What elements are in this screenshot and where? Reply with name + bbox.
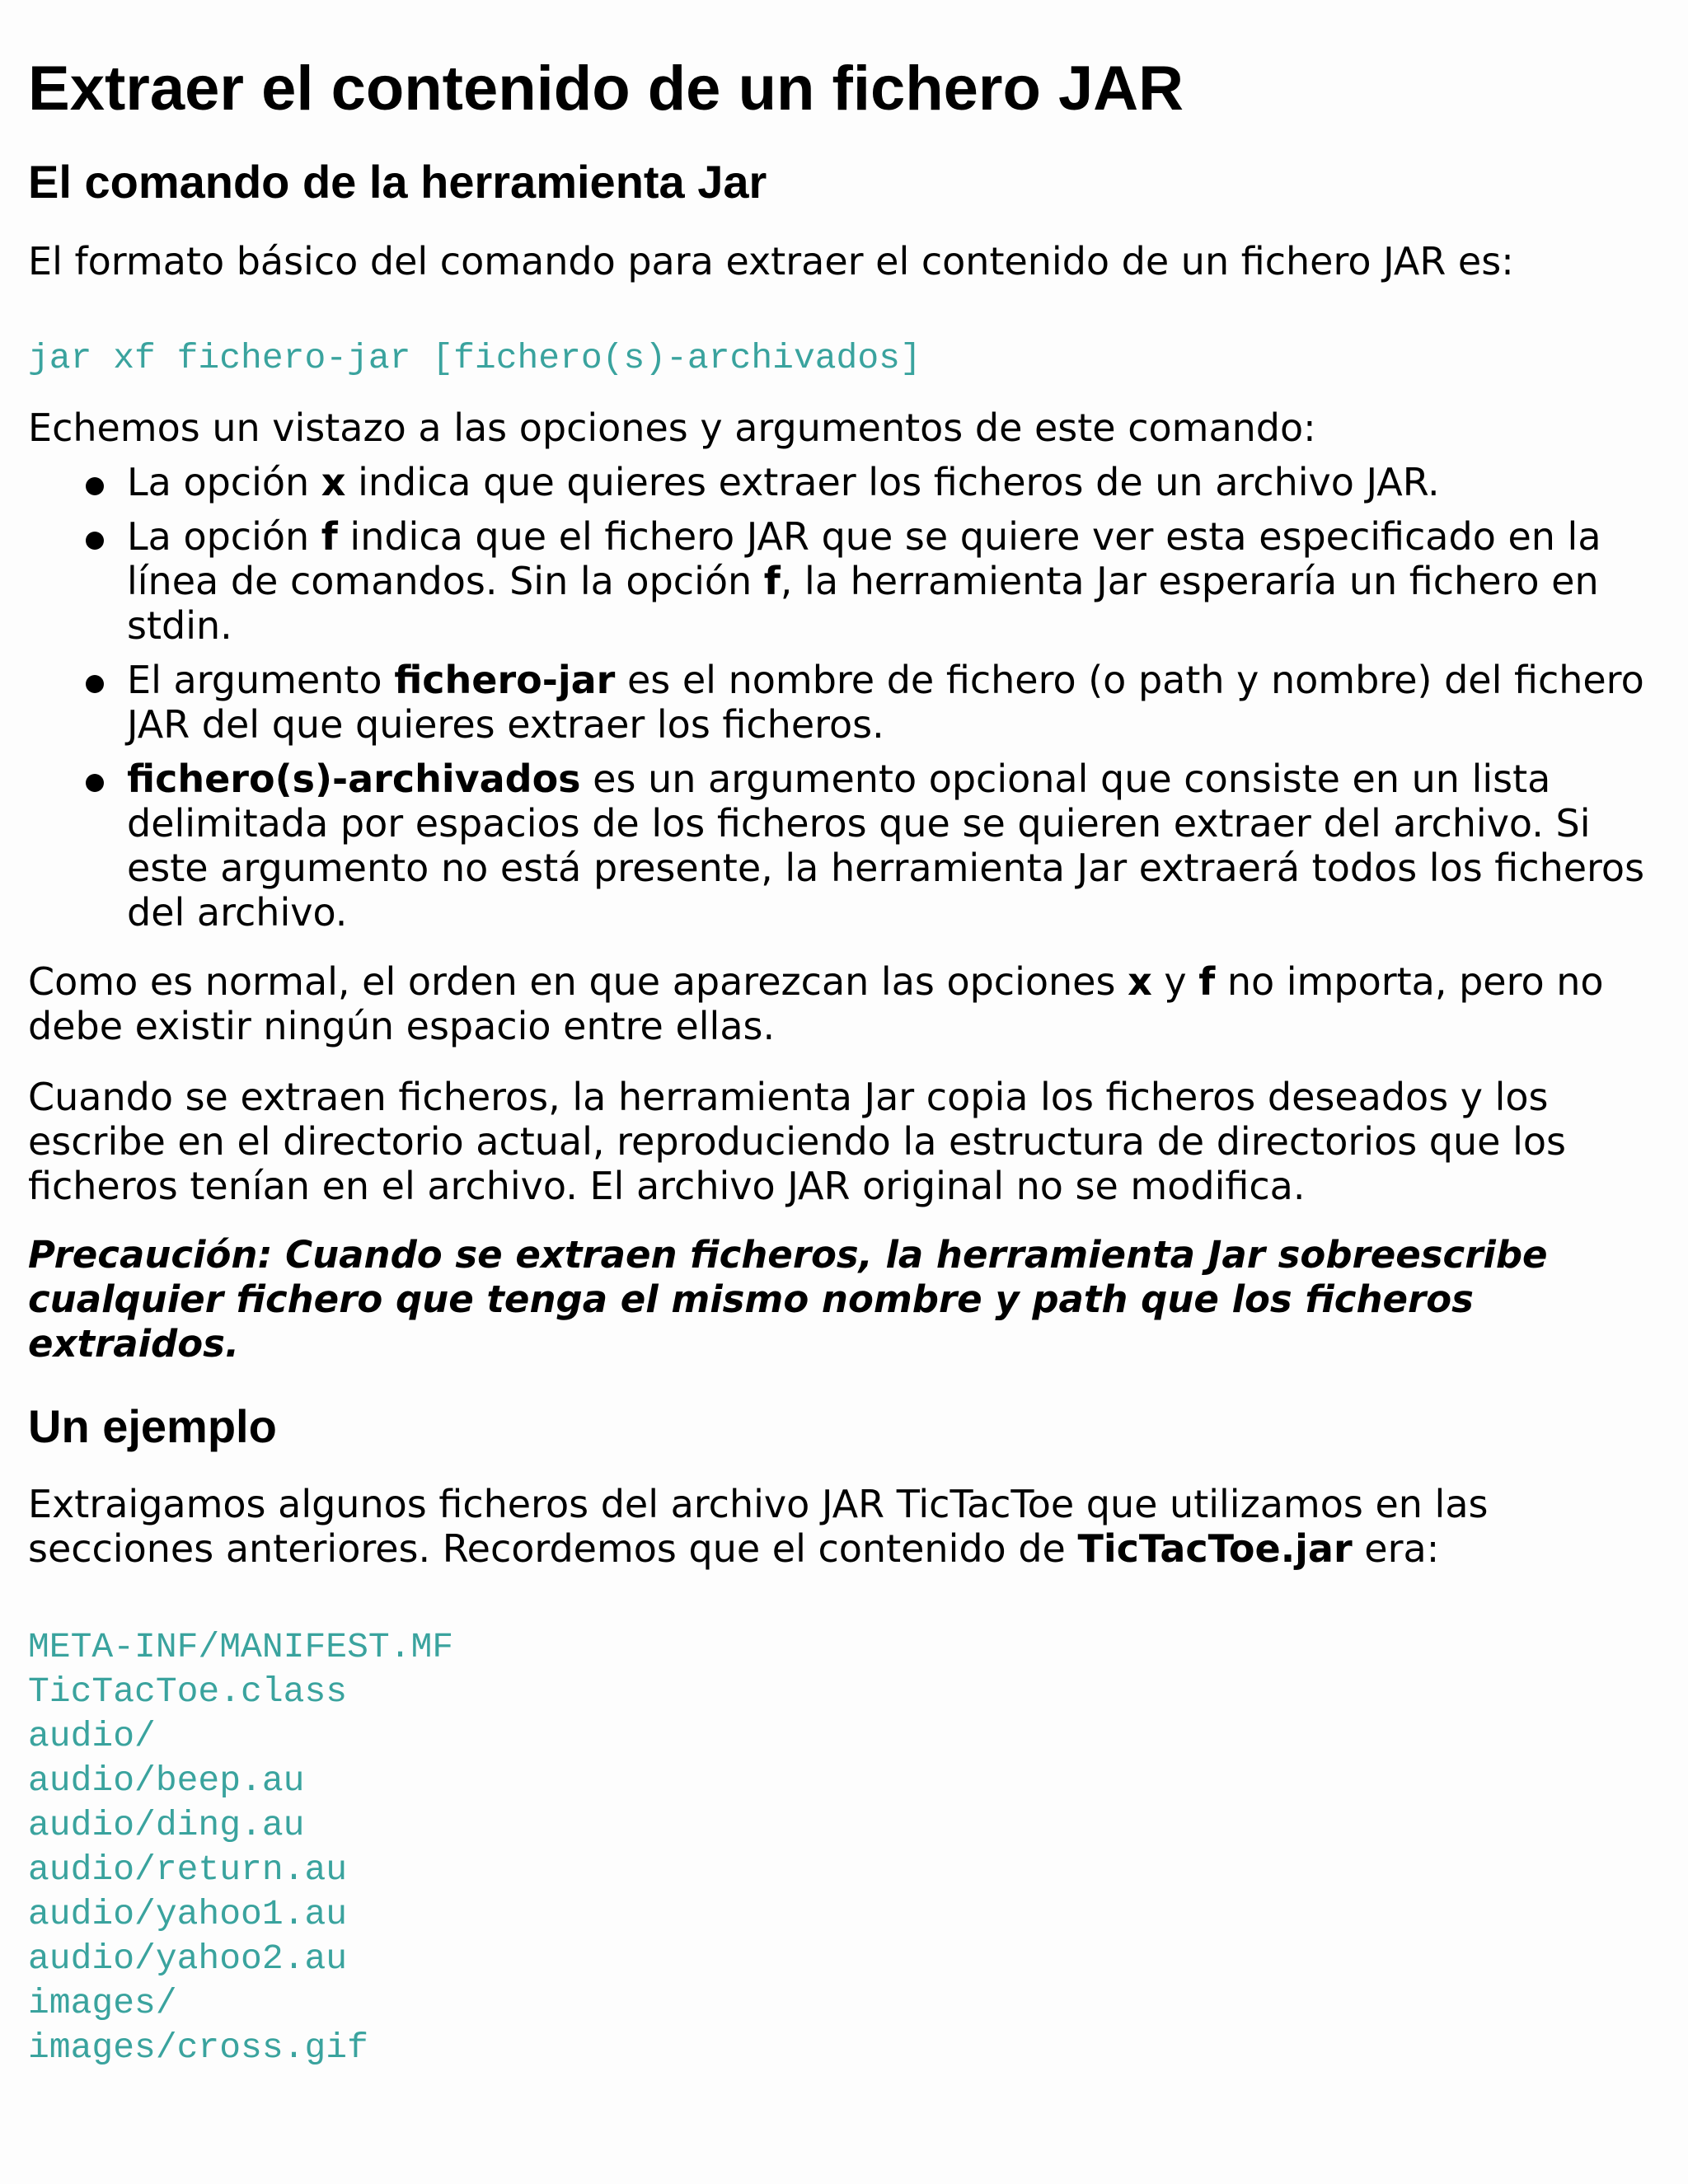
file-entry: images/ bbox=[28, 1983, 177, 2023]
options-intro: Echemos un vistazo a las opciones y argumentos de este comando: bbox=[28, 405, 1316, 450]
file-entry: audio/beep.au bbox=[28, 1760, 305, 1801]
file-entry: audio/return.au bbox=[28, 1849, 348, 1890]
file-entry: audio/ding.au bbox=[28, 1805, 305, 1845]
command-code: jar xf fichero-jar [fichero(s)-archivados] bbox=[28, 338, 921, 378]
option-item-fichero-jar: El argumento fichero-jar es el nombre de fichero (o path y nombre) del fichero JAR del que quieres extraer los ficheros. bbox=[28, 658, 1660, 747]
page-title: Extraer el contenido de un fichero JAR bbox=[28, 54, 1184, 124]
bullet-icon bbox=[86, 532, 104, 550]
bullet-icon bbox=[86, 477, 104, 495]
option-item-ficheros-archivados: fichero(s)-archivados es un argumento opcional que consiste en un lista delimitada por espacios de los ficheros que se quieren extraer del archivo. Si este argumento no está presente, la herramienta Jar extraerá todos los ficheros del archivo. bbox=[28, 757, 1660, 935]
file-entry: TicTacToe.class bbox=[28, 1671, 348, 1712]
jar-contents-list bbox=[28, 1625, 1660, 2070]
file-entry: audio/yahoo1.au bbox=[28, 1894, 348, 1934]
bullet-icon bbox=[86, 774, 104, 792]
file-entry: audio/yahoo2.au bbox=[28, 1938, 348, 1979]
bullet-icon bbox=[86, 675, 104, 693]
options-list bbox=[28, 460, 1660, 935]
section-heading-comando: El comando de la herramienta Jar bbox=[28, 156, 767, 208]
extract-note: Cuando se extraen ficheros, la herramienta Jar copia los ficheros deseados y los escribe en el directorio actual, reproduciendo la estructura de directorios que los ficheros tenían en el archivo. El archivo JAR original no se modifica. bbox=[28, 1075, 1566, 1208]
example-intro: Extraigamos algunos ficheros del archivo JAR TicTacToe que utilizamos en las secciones anteriores. Recordemos que el contenido de TicTacToe.jar era: bbox=[28, 1482, 1489, 1571]
file-entry: META-INF/MANIFEST.MF bbox=[28, 1627, 454, 1667]
document-page bbox=[28, 0, 1660, 2070]
option-item-f: La opción f indica que el fichero JAR que se quiere ver esta especificado en la línea de comandos. Sin la opción f, la herramienta Jar esperaría un fichero en stdin. bbox=[28, 514, 1660, 648]
option-item-x: La opción x indica que quieres extraer los ficheros de un archivo JAR. bbox=[28, 460, 1660, 504]
warning-note: Precaución: Cuando se extraen ficheros, la herramienta Jar sobreescribe cualquier fichero que tenga el mismo nombre y path que los ficheros extraidos. bbox=[28, 1233, 1548, 1366]
file-entry: audio/ bbox=[28, 1716, 156, 1756]
section-heading-ejemplo: Un ejemplo bbox=[28, 1400, 277, 1452]
file-entry: images/cross.gif bbox=[28, 2027, 368, 2068]
order-note: Como es normal, el orden en que aparezcan las opciones x y f no importa, pero no debe existir ningún espacio entre ellas. bbox=[28, 959, 1604, 1048]
command-intro: El formato básico del comando para extraer el contenido de un fichero JAR es: bbox=[28, 239, 1514, 284]
